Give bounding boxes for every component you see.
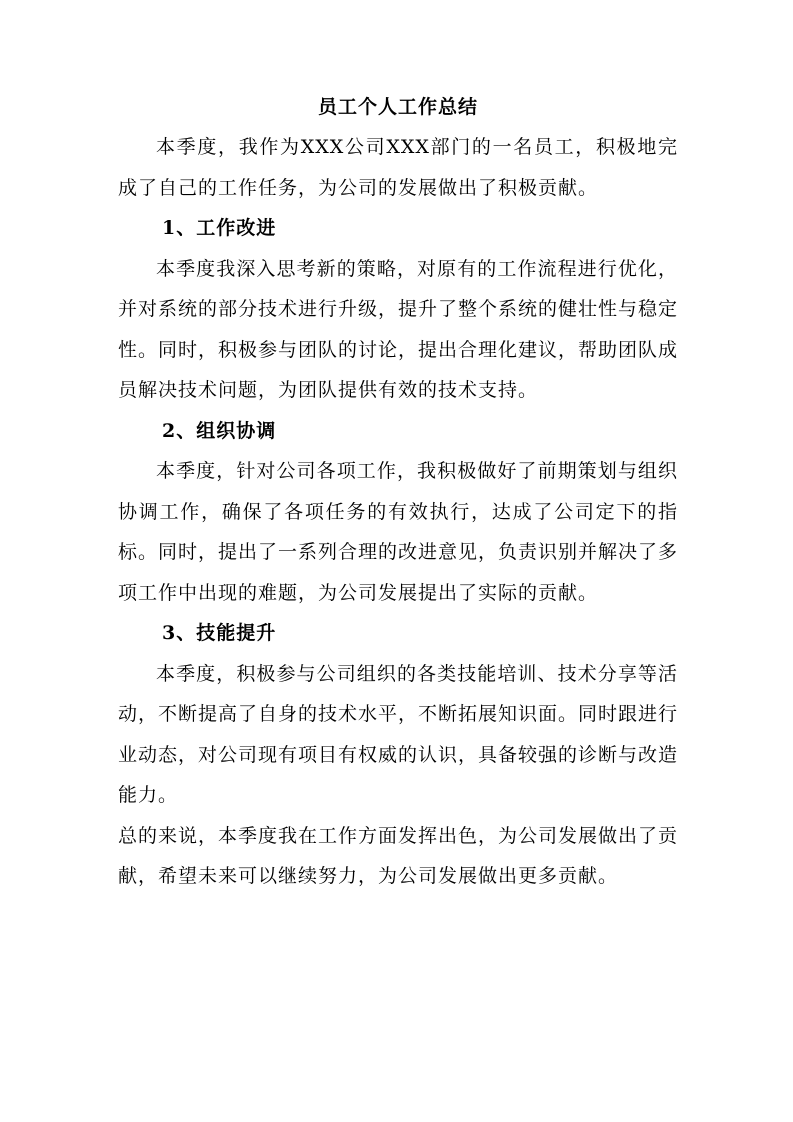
section-body-work-improvement: 本季度我深入思考新的策略，对原有的工作流程进行优化，并对系统的部分技术进行升级，提升了整个系统的健壮性与稳定性。同时，积极参与团队的讨论，提出合理化建议，帮助团队成员解决技术问题，为团队提供有效的技术支持。: [118, 257, 679, 401]
section-heading-coordination: 2、组织协调: [162, 419, 277, 442]
section-heading-skill-improvement: 3、技能提升: [162, 622, 277, 644]
section-body-skill-improvement: 本季度，积极参与公司组织的各类技能培训、技术分享等活动，不断提高了自身的技术水平，不断拓展知识面。同时跟进行业动态，对公司现有项目有权威的认识，具备较强的诊断与改造能力。: [118, 662, 679, 806]
section-heading-work-improvement: 1、工作改进: [162, 217, 277, 239]
section-body-coordination: 本季度，针对公司各项工作，我积极做好了前期策划与组织协调工作，确保了各项任务的有效执行，达成了公司定下的指标。同时，提出了一系列合理的改进意见，负责识别并解决了多项工作中出现的难题，为公司发展提出了实际的贡献。: [118, 460, 679, 604]
document-content: [118, 87, 678, 897]
document-title: 员工个人工作总结: [317, 96, 478, 118]
conclusion-paragraph: 总的来说，本季度我在工作方面发挥出色，为公司发展做出了贡献，希望未来可以继续努力，为公司发展做出更多贡献。: [118, 824, 679, 887]
intro-paragraph: 本季度，我作为XXX公司XXX部门的一名员工，积极地完成了自己的工作任务，为公司的发展做出了积极贡献。: [118, 136, 678, 199]
